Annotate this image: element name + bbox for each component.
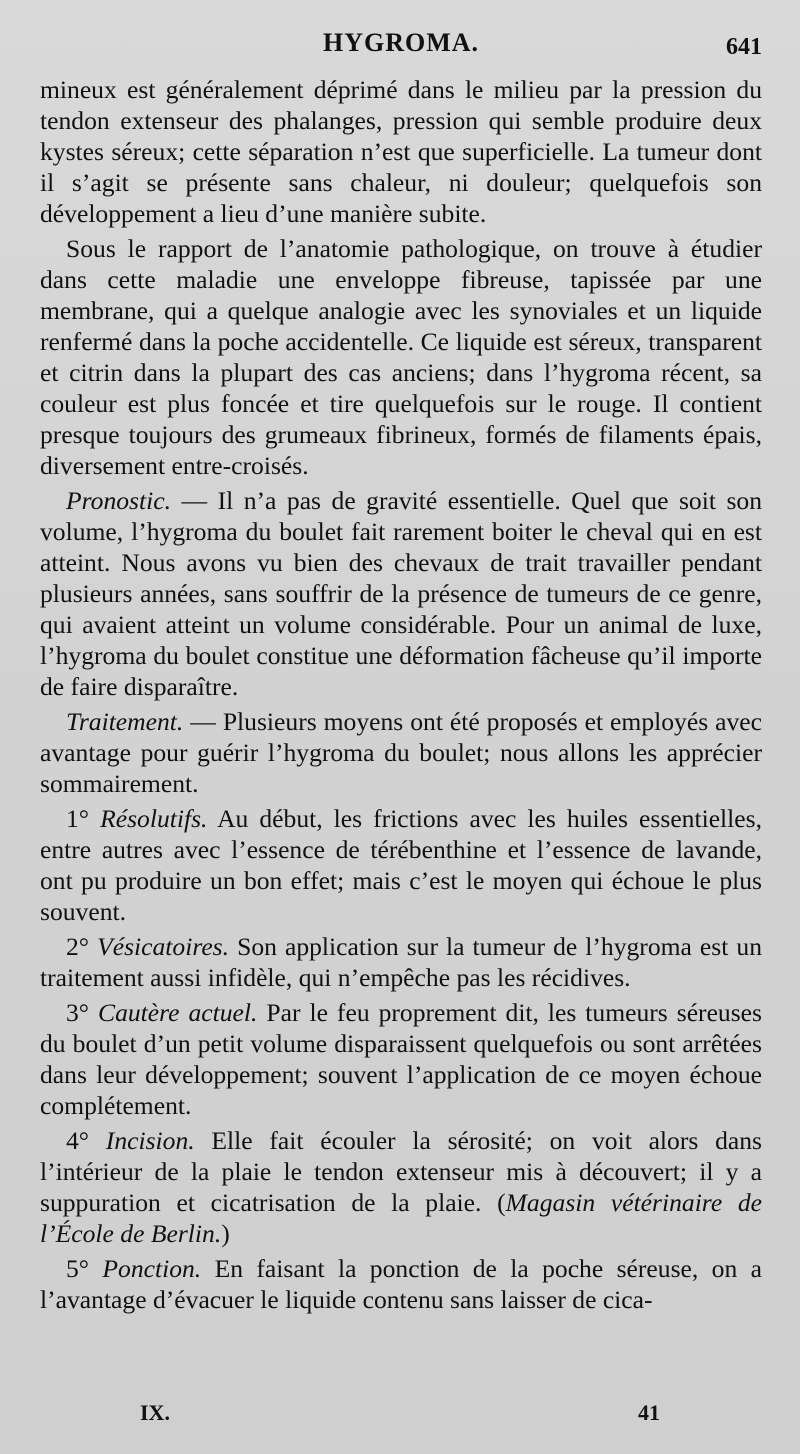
- paragraph-pathology: [40, 233, 762, 481]
- italic-text-run: Magasin vétérinaire de l’École de Berlin.: [40, 1188, 762, 1248]
- text-run: Son application sur la tumeur de l’hygroma est un traitement aussi infidèle, qui n’empêche pas les récidives.: [40, 932, 762, 992]
- text-run: Elle fait écouler la sérosité; on voit alors dans l’intérieur de la plaie le tendon extenseur mis à découvert; il y a suppuration et cicatrisation de la plaie. (: [40, 1126, 762, 1217]
- text-run: 2°: [66, 932, 98, 961]
- paragraph-resolutifs: [40, 803, 762, 927]
- paragraph-vesicatoires: [40, 931, 762, 993]
- page-footer: [140, 1400, 660, 1430]
- italic-text-run: Incision.: [105, 1126, 195, 1155]
- paragraph-continuation: [40, 74, 762, 229]
- paragraph-incision: [40, 1125, 762, 1249]
- paragraph-prognosis: [40, 485, 762, 702]
- body-text: [40, 74, 762, 1319]
- italic-text-run: Traitement.: [66, 707, 184, 736]
- italic-text-run: Cautère actuel.: [98, 998, 258, 1027]
- text-run: Au début, les frictions avec les huiles essentielles, entre autres avec l’essence de térébenthine et l’essence de lavande, ont pu produire un bon effet; mais c’est le moyen qui échoue le plus souvent.: [40, 804, 762, 926]
- text-run: 3°: [66, 998, 99, 1027]
- page-number: 641: [726, 34, 762, 60]
- text-run: 1°: [66, 804, 101, 833]
- text-run: En faisant la ponction de la poche séreuse, on a l’avantage d’évacuer le liquide contenu sans laisser de cica-: [40, 1254, 762, 1314]
- signature-mark: IX.: [140, 1400, 170, 1425]
- text-run: ): [221, 1219, 230, 1248]
- italic-text-run: Vésicatoires.: [97, 932, 230, 961]
- text-run: 4°: [66, 1126, 106, 1155]
- paragraph-ponction: [40, 1253, 762, 1315]
- italic-text-run: Ponction.: [102, 1254, 202, 1283]
- running-title: HYGROMA.: [322, 28, 480, 57]
- page-header: [40, 28, 762, 64]
- text-run: Par le feu proprement dit, les tumeurs séreuses du boulet d’un petit volume disparaissent quelquefois ou sont arrêtées dans leur développement; souvent l’application de ce moyen échoue complétement.: [40, 998, 763, 1120]
- paragraph-cautere: [40, 997, 762, 1121]
- text-run: — Il n’a pas de gravité essentielle. Quel que soit son volume, l’hygroma du boulet fait rarement boiter le cheval qui en est atteint. Nous avons vu bien des chevaux de trait travailler pendant plusieurs années, sans souffrir de la présence de tumeurs de ce genre, qui avaient atteint un volume considérable. Pour un animal de luxe, l’hygroma du boulet constitue une déformation fâcheuse qu’il importe de faire disparaître.: [40, 486, 762, 701]
- text-run: 5°: [66, 1254, 103, 1283]
- text-run: mineux est généralement déprimé dans le milieu par la pression du tendon extenseur des phalanges, pression qui semble produire deux kystes séreux; cette séparation n’est que superficielle. La tumeur dont il s’agit se présente sans chaleur, ni douleur; quelquefois son développement a lieu d’une manière subite.: [40, 75, 762, 228]
- text-run: — Plusieurs moyens ont été proposés et employés avec avantage pour guérir l’hygroma du boulet; nous allons les apprécier sommairement.: [40, 707, 762, 798]
- text-run: Sous le rapport de l’anatomie pathologique, on trouve à étudier dans cette maladie une enveloppe fibreuse, tapissée par une membrane, qui a quelque analogie avec les synoviales et un liquide renfermé dans la poche accidentelle. Ce liquide est séreux, transparent et citrin dans la plupart des cas anciens; dans l’hygroma récent, sa couleur est plus foncée et tire quelquefois sur le rouge. Il contient presque toujours des grumeaux fibrineux, formés de filaments épais, diversement entre-croisés.: [40, 234, 762, 480]
- paragraph-treatment: [40, 706, 762, 799]
- italic-text-run: Pronostic.: [66, 486, 171, 515]
- italic-text-run: Résolutifs.: [100, 804, 208, 833]
- folio-number: 41: [638, 1400, 660, 1425]
